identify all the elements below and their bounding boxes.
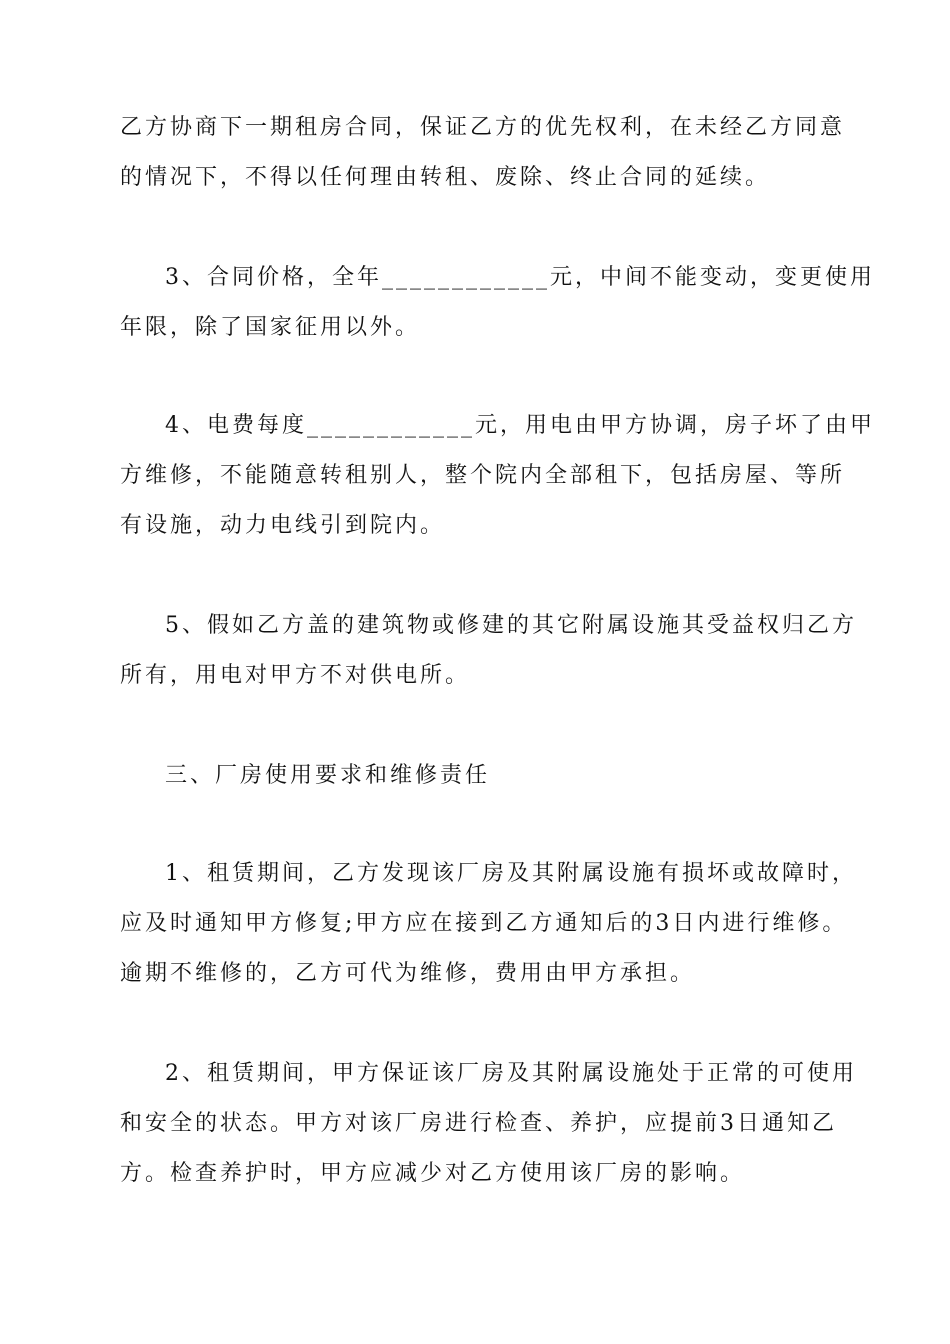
clause-1-line: 1、租赁期间，乙方发现该厂房及其附属设施有损坏或故障时，	[165, 861, 857, 886]
section-heading: 三、厂房使用要求和维修责任	[165, 763, 491, 788]
clause-2-line: 和安全的状态。甲方对该厂房进行检查、养护，应提前3日通知乙	[120, 1111, 837, 1136]
clause-4-line: 4、电费每度____________元，用电由甲方协调，房子坏了由甲	[165, 413, 875, 438]
clause-5-line: 5、假如乙方盖的建筑物或修建的其它附属设施其受益权归乙方	[165, 613, 857, 638]
clause-1-line: 逾期不维修的，乙方可代为维修，费用由甲方承担。	[120, 961, 696, 986]
clause-4-line: 方维修，不能随意转租别人，整个院内全部租下，包括房屋、等所	[120, 463, 846, 488]
clause-2-line: 2、租赁期间，甲方保证该厂房及其附属设施处于正常的可使用	[165, 1061, 857, 1086]
clause-3-line: 3、合同价格，全年____________元，中间不能变动，变更使用	[165, 265, 875, 290]
paragraph-line: 的情况下，不得以任何理由转租、废除、终止合同的延续。	[120, 165, 771, 190]
clause-4-line: 有设施，动力电线引到院内。	[120, 513, 446, 538]
clause-5-line: 所有，用电对甲方不对供电所。	[120, 663, 471, 688]
clause-1-line: 应及时通知甲方修复;甲方应在接到乙方通知后的3日内进行维修。	[120, 911, 848, 936]
clause-3-line: 年限，除了国家征用以外。	[120, 315, 421, 340]
paragraph-line: 乙方协商下一期租房合同，保证乙方的优先权利，在未经乙方同意	[120, 115, 846, 140]
clause-2-line: 方。检查养护时，甲方应减少对乙方使用该厂房的影响。	[120, 1161, 746, 1186]
